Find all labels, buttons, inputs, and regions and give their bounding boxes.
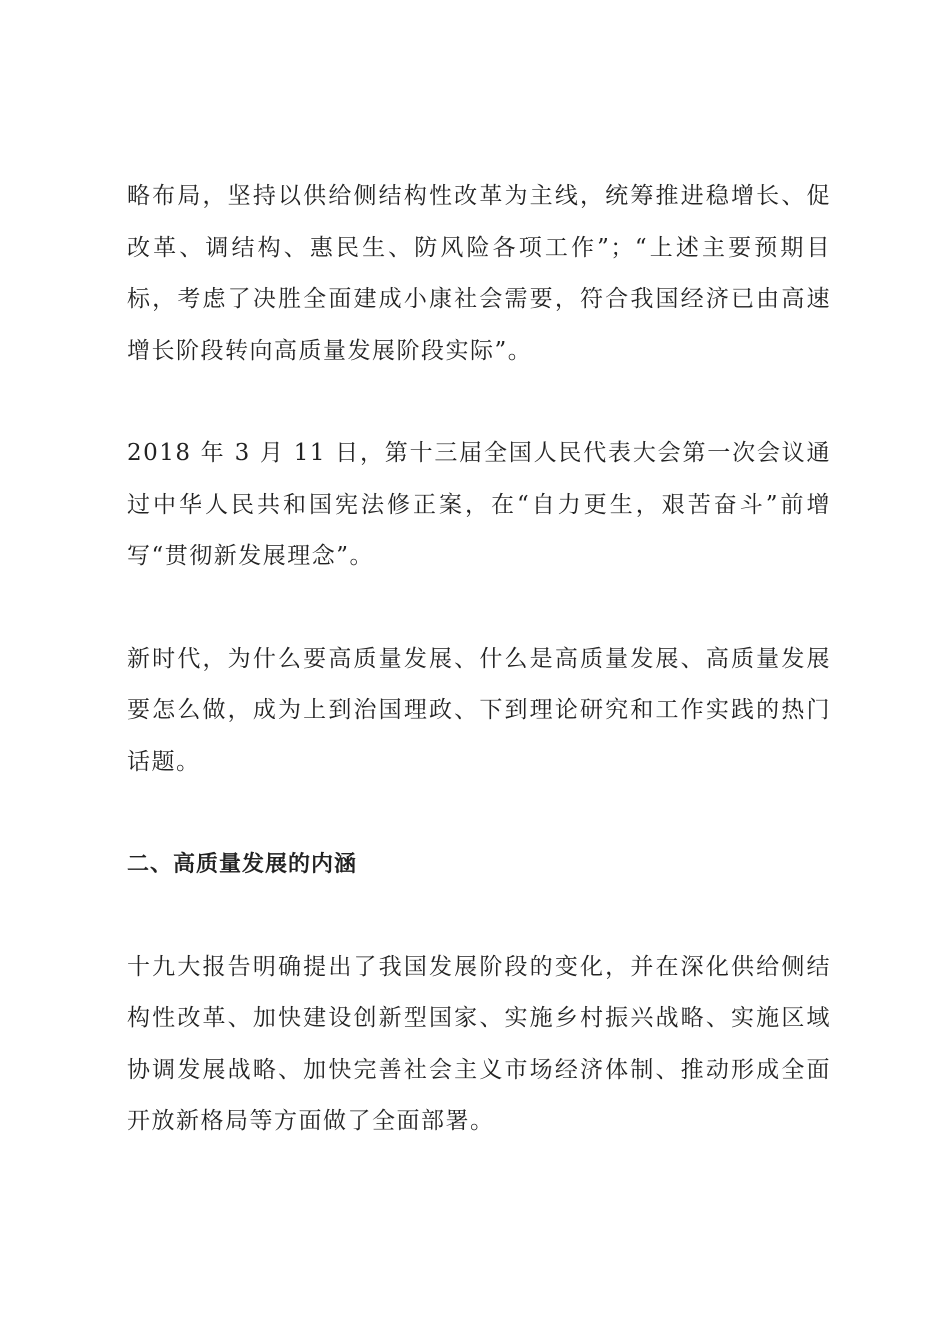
document-body	[127, 171, 831, 1148]
paragraph-new-era-topic: 新时代，为什么要高质量发展、什么是高质量发展、高质量发展要怎么做，成为上到治国理政、下到理论研究和工作实践的热门话题。	[127, 645, 831, 775]
section-heading: 二、高质量发展的内涵	[127, 852, 358, 877]
paragraph-nineteenth-congress: 十九大报告明确提出了我国发展阶段的变化，并在深化供给侧结构性改革、加快建设创新型国家、实施乡村振兴战略、实施区域协调发展战略、加快完善社会主义市场经济体制、推动形成全面开放新格局等方面做了全面部署。	[127, 953, 831, 1134]
paragraph-strategy-continuation: 略布局，坚持以供给侧结构性改革为主线，统筹推进稳增长、促改革、调结构、惠民生、防风险各项工作”；“上述主要预期目标，考虑了决胜全面建成小康社会需要，符合我国经济已由高速增长阶段转向高质量发展阶段实际”。	[127, 183, 831, 364]
paragraph-constitution-amendment: 2018 年 3 月 11 日，第十三届全国人民代表大会第一次会议通过中华人民共和国宪法修正案，在“自力更生，艰苦奋斗”前增写“贯彻新发展理念”。	[127, 440, 831, 569]
